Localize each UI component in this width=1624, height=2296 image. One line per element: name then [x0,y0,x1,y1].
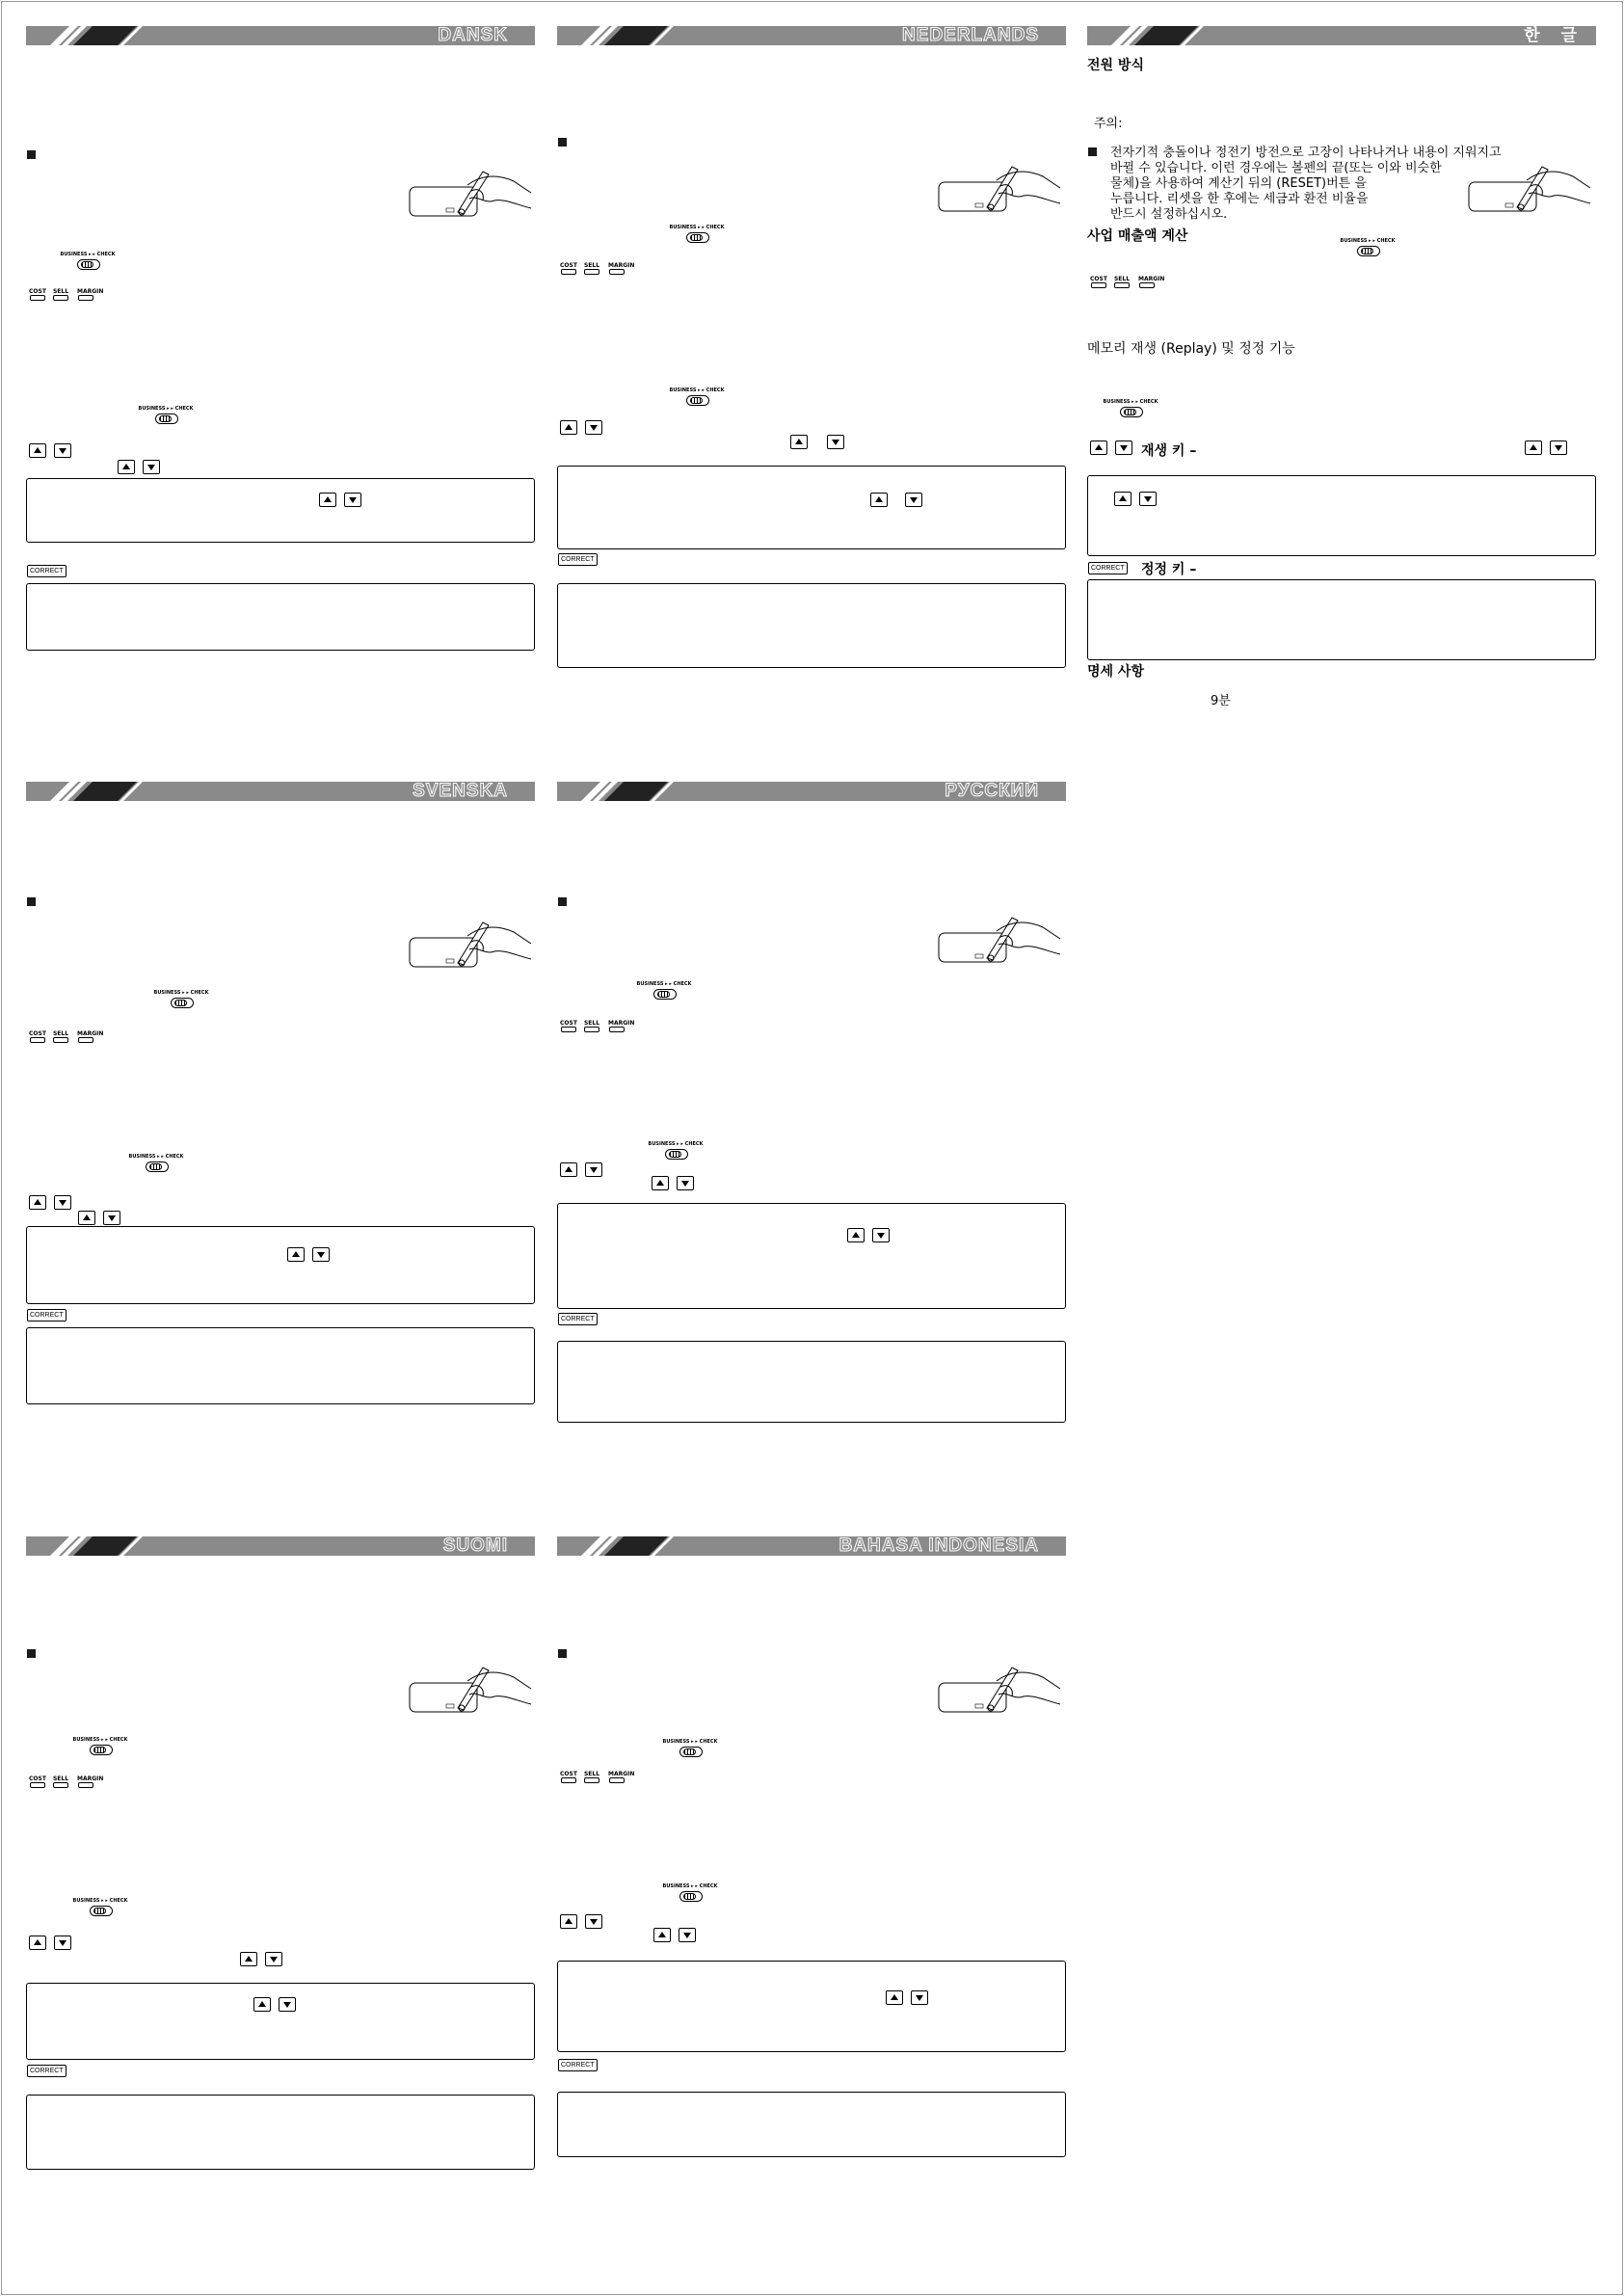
down-arrow-key[interactable] [54,1936,71,1950]
language-title: NEDERLANDS [902,26,1039,45]
cost-key[interactable]: COST [29,1030,46,1037]
cost-key[interactable]: COST [560,262,577,269]
up-arrow-key[interactable] [847,1228,865,1242]
up-arrow-key[interactable] [560,1914,577,1929]
bullet-icon [1088,147,1097,156]
up-arrow-key[interactable] [560,420,577,435]
down-arrow-key[interactable] [1550,441,1567,455]
correct-key[interactable]: CORRECT [27,565,67,577]
up-arrow-key[interactable] [560,1162,577,1177]
down-arrow-key[interactable] [827,435,844,449]
replay-info-box [557,1961,1066,2052]
reset-hand-drawing [1467,161,1592,219]
correct-key-label: 정정 키 – [1141,562,1197,577]
margin-key[interactable]: MARGIN [608,262,635,269]
up-arrow-key[interactable] [29,1936,46,1950]
business-check-switch[interactable]: BUSINESS ▸ ▸ CHECK [67,1898,134,1917]
down-arrow-key[interactable] [143,460,160,474]
cost-key[interactable]: COST [560,1020,577,1027]
up-arrow-key[interactable] [29,1195,46,1210]
spec-heading: 명세 사항 [1087,664,1144,680]
down-arrow-key[interactable] [872,1228,890,1242]
up-arrow-key[interactable] [870,493,888,507]
bullet-icon [27,1649,36,1658]
correct-info-box [1087,579,1596,660]
panel-dansk [26,26,535,720]
cost-key[interactable]: COST [1090,276,1107,282]
sell-key[interactable]: SELL [583,262,600,269]
section-banner [1087,26,1596,45]
language-title: 한 글 [1524,26,1584,45]
business-check-switch[interactable]: BUSINESS ▸ ▸ CHECK [1334,238,1401,257]
business-heading: 사업 매출액 계산 [1087,228,1188,244]
up-arrow-key[interactable] [886,1990,903,2005]
down-arrow-key[interactable] [1139,492,1157,506]
bullet-icon [558,897,567,906]
correct-key[interactable]: CORRECT [558,553,598,566]
business-check-switch[interactable]: BUSINESS ▸ ▸ CHECK [54,252,121,271]
section-banner [557,782,1066,801]
language-title: SVENSKA [413,782,508,801]
replay-key-label: 재생 키 – [1141,443,1197,459]
spec-value: 9분 [1211,694,1231,708]
correct-key[interactable]: CORRECT [27,2065,67,2077]
down-arrow-key[interactable] [677,1176,694,1190]
business-check-switch[interactable]: BUSINESS ▸ ▸ CHECK [656,1883,724,1903]
up-arrow-key[interactable] [1090,441,1107,455]
down-arrow-key[interactable] [1115,441,1132,455]
up-arrow-key[interactable] [118,460,135,474]
correct-info-box [26,1327,535,1404]
reset-hand-drawing [408,1662,533,1720]
down-arrow-key[interactable] [585,1162,602,1177]
sell-key[interactable]: SELL [1113,276,1131,282]
down-arrow-key[interactable] [679,1928,696,1942]
replay-info-box [26,1226,535,1304]
business-check-switch[interactable]: BUSINESS ▸ ▸ CHECK [132,406,200,425]
up-arrow-key[interactable] [29,443,46,458]
panel-suomi [26,1536,535,2230]
caution-label: 주의: [1094,117,1123,131]
replay-info-box [26,478,535,543]
power-heading: 전원 방식 [1087,58,1144,73]
margin-key[interactable]: MARGIN [77,288,104,295]
up-arrow-key[interactable] [240,1952,257,1966]
reset-hand-drawing [408,166,533,224]
business-check-switch[interactable]: BUSINESS ▸ ▸ CHECK [656,1739,724,1758]
panel-svenska [26,782,535,1476]
down-arrow-key[interactable] [585,1914,602,1929]
panel-nederlands [557,26,1066,720]
business-check-switch[interactable]: BUSINESS ▸ ▸ CHECK [1097,399,1164,418]
business-check-switch[interactable]: BUSINESS ▸ ▸ CHECK [147,990,215,1009]
up-arrow-key[interactable] [78,1211,95,1225]
reset-hand-drawing [937,1662,1062,1720]
down-arrow-key[interactable] [911,1990,928,2005]
business-check-switch[interactable]: BUSINESS ▸ ▸ CHECK [642,1141,709,1161]
replay-info-box [26,1983,535,2060]
section-banner [26,782,535,801]
cost-key[interactable]: COST [29,1775,46,1782]
caution-line: 바뀔 수 있습니다. 이런 경우에는 볼펜의 끝(또는 이와 비슷한 [1110,161,1442,175]
correct-key[interactable]: CORRECT [558,2059,598,2071]
correct-info-box [557,583,1066,668]
language-title: BAHASA INDONESIA [839,1536,1039,1556]
down-arrow-key[interactable] [344,493,361,507]
sell-key[interactable]: SELL [52,1775,69,1782]
section-banner [26,26,535,45]
language-title: SUOMI [442,1536,508,1556]
replay-info-box [557,1203,1066,1309]
margin-key[interactable]: MARGIN [608,1771,635,1777]
caution-line: 전자기적 충돌이나 정전기 방전으로 고장이 나타나거나 내용이 지워지고 [1110,146,1502,160]
business-check-switch[interactable]: BUSINESS ▸ ▸ CHECK [663,387,731,407]
down-arrow-key[interactable] [279,1997,296,2012]
cost-key[interactable]: COST [560,1771,577,1777]
correct-info-box [557,1341,1066,1423]
reset-hand-drawing [937,161,1062,219]
margin-key[interactable]: MARGIN [608,1020,635,1027]
correct-key[interactable]: CORRECT [27,1309,67,1322]
panel-russian [557,782,1066,1476]
down-arrow-key[interactable] [103,1211,120,1225]
panel-korean [1087,26,1596,720]
correct-key[interactable]: CORRECT [1088,562,1128,574]
down-arrow-key[interactable] [312,1247,330,1262]
business-check-switch[interactable]: BUSINESS ▸ ▸ CHECK [663,225,731,244]
business-check-switch[interactable]: BUSINESS ▸ ▸ CHECK [630,981,698,1001]
correct-info-box [26,583,535,651]
language-title: РУССКИЙ [945,782,1039,801]
up-arrow-key[interactable] [253,1997,271,2012]
caution-line: 물체)을 사용하여 계산기 뒤의 (RESET)버튼 을 [1110,176,1367,191]
caution-line: 반드시 설정하십시오. [1110,207,1228,222]
reset-hand-drawing [408,917,533,974]
down-arrow-key[interactable] [585,420,602,435]
up-arrow-key[interactable] [287,1247,305,1262]
sell-key[interactable]: SELL [52,1030,69,1037]
sell-key[interactable]: SELL [583,1020,600,1027]
replay-info-box [557,466,1066,549]
up-arrow-key[interactable] [319,493,336,507]
caution-line: 누릅니다. 리셋을 한 후에는 세금과 환전 비율을 [1110,192,1369,206]
reset-hand-drawing [937,912,1062,970]
correct-key[interactable]: CORRECT [558,1313,598,1325]
bullet-icon [558,138,567,147]
language-title: DANSK [438,26,508,45]
down-arrow-key[interactable] [265,1952,282,1966]
bullet-icon [558,1649,567,1658]
replay-info-box [1087,475,1596,556]
correct-info-box [557,2092,1066,2157]
replay-heading: 메모리 재생 (Replay) 및 정정 기능 [1087,341,1295,357]
section-banner [26,1536,535,1556]
sell-key[interactable]: SELL [583,1771,600,1777]
bullet-icon [27,897,36,906]
down-arrow-key[interactable] [54,1195,71,1210]
correct-info-box [26,2095,535,2170]
panel-indonesia [557,1536,1066,2230]
up-arrow-key[interactable] [790,435,808,449]
cost-key[interactable]: COST [29,288,46,295]
bullet-icon [27,150,36,159]
up-arrow-key[interactable] [652,1176,669,1190]
down-arrow-key[interactable] [905,493,922,507]
margin-key[interactable]: MARGIN [77,1775,104,1782]
margin-key[interactable]: MARGIN [1138,276,1165,282]
down-arrow-key[interactable] [54,443,71,458]
up-arrow-key[interactable] [653,1928,671,1942]
sell-key[interactable]: SELL [52,288,69,295]
section-banner [557,1536,1066,1556]
section-banner [557,26,1066,45]
business-check-switch[interactable]: BUSINESS ▸ ▸ CHECK [122,1154,190,1173]
margin-key[interactable]: MARGIN [77,1030,104,1037]
business-check-switch[interactable]: BUSINESS ▸ ▸ CHECK [67,1737,134,1756]
up-arrow-key[interactable] [1525,441,1542,455]
up-arrow-key[interactable] [1114,492,1131,506]
